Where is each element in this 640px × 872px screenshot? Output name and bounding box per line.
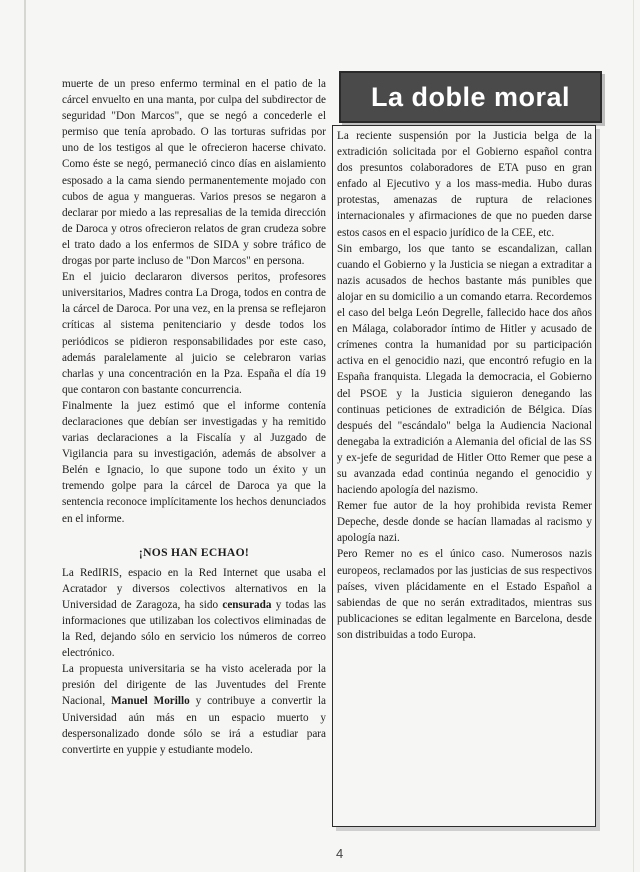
left-paragraph-4-bold: censurada [222,598,272,611]
right-paragraph-2: Sin embargo, los que tanto se escandalizan, callan cuando el Gobierno y la Justicia se niegan a extraditar a nazis acusados de hechos bastante más punibles que alojar en su domicilio a un comando etarra. Recordemos el caso del belga León Degrelle, fallecido hace dos años en Málaga, colaborador íntimo de Hitler y acusado de crímenes contra la humanidad por su participación activa en el genocidio nazi, que encontró refugio en la España franquista. Llegada la democracia, el Gobierno del PSOE y la Justicia siguieron denegando las continuas peticiones de extradición de Bélgica. Días después del "escándalo" belga la Audiencia Nacional denegaba la extradición a Alemania del oficial de las SS y ex-jefe de seguridad de Hitler Otto Remer que pese a su avanzada edad continúa negando el genocidio y haciendo apología del nazismo. [337,242,592,497]
article-title-banner [339,71,602,123]
left-paragraph-4-end: y todas las informaciones que utilizaban los colectivos eliminadas de la Red, dejando sólo en servicio los números de correo electrónico. [62,598,327,660]
left-paragraph-3: Finalmente la juez estimó que el informe contenía declaraciones que debían ser investigadas y ha remitido varias declaraciones a la Fiscalía y al Juzgado de Vigilancia para su investigación, además de absolver a Belén e Ignacio, lo que supone todo un éxito y un tremendo golpe para la cárcel de Daroca ya que la sentencia reconoce implícitamente los hechos denunciados en el informe. [62,399,326,525]
right-paragraph-4: Pero Remer no es el único caso. Numerosos nazis europeos, reclamados por las justicias de sus respectivos países, viven plácidamente en el Estado Español a sabiendas de que no serán extraditados, mientras sus publicaciones se editan legalmente en Barcelona, desde son distribuidas a todo Europa. [337,548,592,641]
right-paragraph-1: La reciente suspensión por la Justicia belga de la extradición solicitada por el Gobierno español contra dos presuntos colaboradores de ETA puso en gran enfado al Ejecutivo y a los mass-media. Hubo duras protestas, amenazas de ruptura de relaciones internacionales y afirmaciones de que no pueden darse estos casos en el espacio jurídico de la CEE, etc. [337,130,592,239]
section-heading: ¡NOS HAN ECHAO! [138,545,250,559]
page-right-edge [633,0,634,872]
left-paragraph-5 [62,661,326,758]
page-number: 4 [336,846,344,861]
left-paragraph-5-bold: Manuel Morillo [111,695,190,708]
left-paragraph-4 [62,565,326,662]
page-binding-edge [24,0,26,872]
left-paragraph-5-start: La propuesta universitaria se ha visto acelerada por la presión del dirigente de las Juventudes del Frente Nacional, [62,663,326,708]
left-paragraph-4-start: La RedIRIS, espacio en la Red Internet que usaba el Acratador y diversos colectivos alternativos en la Universidad de Zaragoza, ha sido [62,566,326,611]
right-paragraph-3: Remer fue autor de la hoy prohibida revista Remer Depeche, desde donde se hacían llamadas al racismo y apología nazi. [337,500,592,545]
article-title: La doble moral [370,81,571,112]
left-paragraph-1: muerte de un preso enfermo terminal en el patio de la cárcel envuelto en una manta, por culpa del subdirector de seguridad "Don Marcos", que se negó a concederle el permiso que tenía aprobado. O las torturas sufridas por uno de los testigos al que le ofrecieron hacerse chivato. Como éste se negó, permaneció cinco días en aislamiento esposado a la cama siendo permanentemente mojado con cubos de agua y mangueras. Varios presos se negaron a declarar por miedo a las represalias de la temida dirección de Daroca y otros ofrecieron relatos de gran crudeza sobre el trato dado a los enfermos de SIDA y sobre tráfico de drogas por parte incluso de "Don Marcos" en persona. [62,78,326,268]
left-paragraph-5-end: y contribuye a convertir la Universidad aún más en un espacio muerto y despersonalizado donde sólo se irá a estudiar para convertirte en yuppie y estudiante modelo. [62,695,326,756]
left-article-column [62,76,326,758]
right-article-box [332,125,596,827]
left-paragraph-2: En el juicio declararon diversos peritos, profesores universitarios, Madres contra La Droga, todos en contra de la cárcel de Daroca. Por una vez, en la prensa se reflejaron críticas al sistema penitenciario y desde todos los periódicos se pidieron responsabilidades por este caso, además paralelamente al juicio se celebraron varias charlas y una concentración en la Pza. España el día 19 que contaron con bastante concurrencia. [62,271,326,396]
